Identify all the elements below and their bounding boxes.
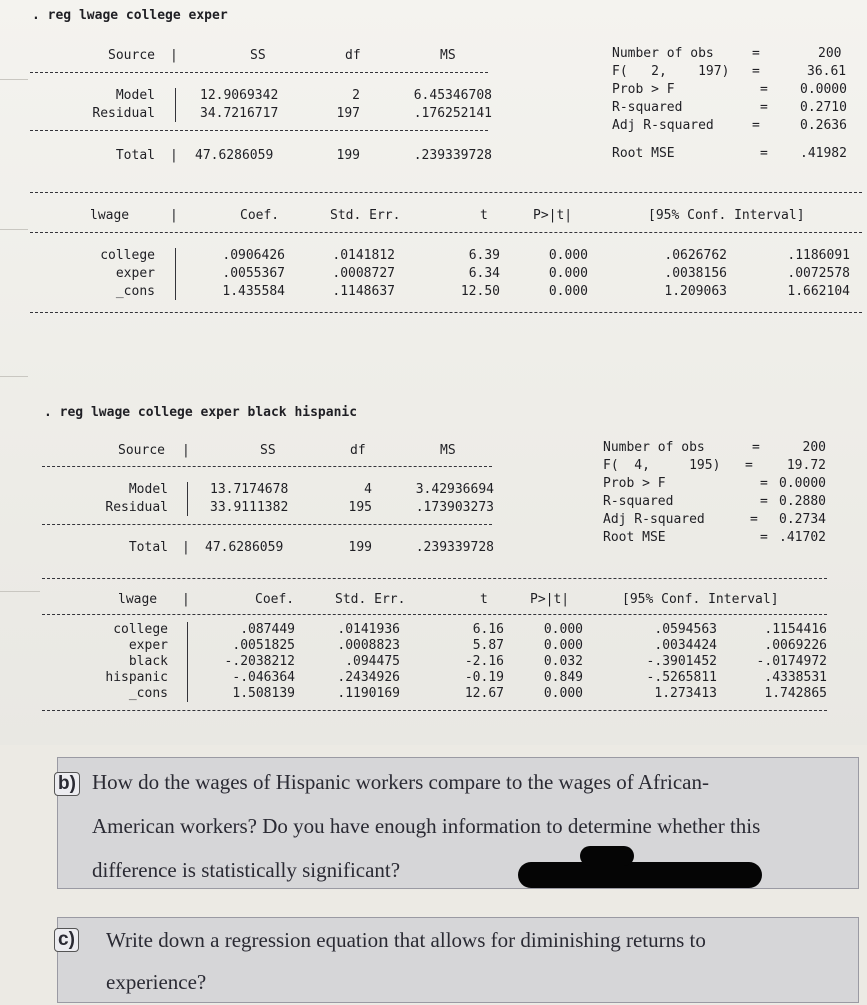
- question-b-line: American workers? Do you have enough information to determine whether this: [92, 814, 761, 838]
- reg1-command: . reg lwage college exper: [32, 8, 228, 23]
- reg1-stat-value: 200: [818, 46, 842, 61]
- reg2-coef-rule: [42, 710, 827, 711]
- reg2-t-value: 6.16: [472, 622, 504, 637]
- reg1-t-header: t: [480, 208, 488, 223]
- reg1-coef-value: .0055367: [222, 266, 285, 281]
- reg1-p-value: 0.000: [548, 248, 588, 263]
- reg1-ci-low: 1.209063: [664, 284, 727, 299]
- page-margin-line: [0, 591, 40, 592]
- reg1-coef-rule: [30, 232, 862, 233]
- page-margin-line: [0, 376, 28, 377]
- reg2-coef-value: -.046364: [232, 670, 295, 685]
- reg1-ss-header: SS: [250, 48, 266, 63]
- reg2-stat-value: 0.2880: [779, 494, 826, 509]
- reg1-coef-rule: [30, 312, 862, 313]
- reg2-ms-header: MS: [440, 443, 456, 458]
- reg2-p-value: 0.849: [543, 670, 583, 685]
- reg1-p-value: 0.000: [548, 266, 588, 281]
- question-b-line: difference is statistically significant?: [92, 858, 401, 882]
- reg1-coef-value: .0906426: [222, 248, 285, 263]
- reg2-total-df: 199: [348, 540, 372, 555]
- reg2-stat-sep: =: [752, 440, 760, 455]
- reg1-stat-value: 0.0000: [800, 82, 847, 97]
- reg1-anova-rule: [30, 130, 488, 131]
- reg2-separator: |: [182, 443, 190, 458]
- redaction-scribble: [518, 862, 762, 888]
- reg1-row-source: Model: [115, 88, 155, 103]
- reg2-ci-low: -.3901452: [646, 654, 717, 669]
- reg2-coef-var: hispanic: [105, 670, 168, 685]
- reg2-separator: [187, 622, 188, 702]
- reg2-stat-label: Number of obs: [603, 440, 705, 455]
- reg1-t-value: 6.34: [468, 266, 500, 281]
- reg2-ci-high: -.0174972: [756, 654, 827, 669]
- reg2-stat-value: 200: [802, 440, 826, 455]
- reg2-row-df: 4: [364, 482, 372, 497]
- reg2-p-value: 0.000: [543, 686, 583, 701]
- reg2-row-ss: 33.9111382: [210, 500, 289, 515]
- reg2-total-ms: .239339728: [415, 540, 494, 555]
- redaction-scribble: [580, 846, 634, 866]
- reg1-coef-var: _cons: [115, 284, 155, 299]
- reg2-coef-var: _cons: [128, 686, 168, 701]
- reg2-row-source: Residual: [105, 500, 168, 515]
- reg1-t-value: 6.39: [468, 248, 500, 263]
- reg2-p-value: 0.032: [543, 654, 583, 669]
- reg2-ss-header: SS: [260, 443, 276, 458]
- reg2-stat-value: 19.72: [786, 458, 826, 473]
- reg1-coef-rule: [30, 192, 862, 193]
- reg2-t-value: 5.87: [472, 638, 504, 653]
- reg1-coef-value: 1.435584: [222, 284, 285, 299]
- reg1-stat-label: F( 2, 197): [612, 64, 730, 79]
- reg1-row-df: 2: [352, 88, 360, 103]
- reg2-stat-label: Prob > F: [603, 476, 666, 491]
- reg2-p-header: P>|t|: [530, 592, 570, 607]
- reg1-ci-low: .0038156: [664, 266, 727, 281]
- reg2-stat-sep: =: [760, 494, 768, 509]
- reg2-se-value: .094475: [345, 654, 400, 669]
- reg2-ci-low: .0034424: [654, 638, 717, 653]
- reg1-t-value: 12.50: [460, 284, 500, 299]
- page-margin-line: [0, 229, 28, 230]
- reg1-separator: |: [170, 208, 178, 223]
- reg2-coef-var: college: [113, 622, 168, 637]
- reg1-anova-rule: [30, 72, 488, 73]
- question-c-line: Write down a regression equation that allows for diminishing returns to: [106, 928, 706, 952]
- reg2-stat-value: 0.2734: [779, 512, 826, 527]
- reg2-anova-rule: [42, 524, 492, 525]
- reg2-stat-sep: =: [745, 458, 753, 473]
- reg1-row-ss: 12.9069342: [200, 88, 279, 103]
- reg2-row-ms: 3.42936694: [415, 482, 494, 497]
- reg2-ci-low: -.5265811: [646, 670, 717, 685]
- reg2-se-header: Std. Err.: [335, 592, 406, 607]
- reg1-ci-high: .0072578: [787, 266, 850, 281]
- reg1-stat-label: Root MSE: [612, 146, 675, 161]
- reg2-command: . reg lwage college exper black hispanic: [44, 405, 358, 420]
- reg1-se-value: .0008727: [332, 266, 395, 281]
- reg2-se-value: .1190169: [337, 686, 400, 701]
- reg1-stat-sep: =: [752, 64, 760, 79]
- reg2-coef-value: .0051825: [232, 638, 295, 653]
- reg2-source-header: Source: [118, 443, 165, 458]
- reg2-row-ms: .173903273: [415, 500, 494, 515]
- reg1-se-header: Std. Err.: [330, 208, 401, 223]
- reg1-ms-header: MS: [440, 48, 456, 63]
- reg1-ci-low: .0626762: [664, 248, 727, 263]
- reg1-separator: [175, 88, 176, 122]
- reg1-stat-label: Adj R-squared: [612, 118, 714, 133]
- reg2-ci-low: 1.273413: [654, 686, 717, 701]
- reg2-ci-high: .1154416: [764, 622, 827, 637]
- reg1-ci-high: 1.662104: [787, 284, 850, 299]
- reg1-se-value: .0141812: [332, 248, 395, 263]
- reg1-stat-label: R-squared: [612, 100, 683, 115]
- reg2-separator: [187, 482, 188, 516]
- reg1-stat-sep: =: [760, 100, 768, 115]
- reg1-row-source: Residual: [92, 106, 155, 121]
- reg1-p-header: P>|t|: [533, 208, 573, 223]
- reg2-t-header: t: [480, 592, 488, 607]
- reg2-ci-high: .4338531: [764, 670, 827, 685]
- reg1-stat-value: .41982: [800, 146, 847, 161]
- reg1-total-ms: .239339728: [413, 148, 492, 163]
- reg2-separator: |: [182, 592, 190, 607]
- reg2-stat-value: 0.0000: [779, 476, 826, 491]
- reg2-se-value: .2434926: [337, 670, 400, 685]
- reg1-total-ss: 47.6286059: [195, 148, 274, 163]
- reg2-coef-var: exper: [128, 638, 168, 653]
- reg1-coef-var: exper: [115, 266, 155, 281]
- reg2-row-ss: 13.7174678: [210, 482, 289, 497]
- reg1-se-value: .1148637: [332, 284, 395, 299]
- reg1-stat-value: 36.61: [807, 64, 847, 79]
- reg2-coef-value: .087449: [240, 622, 295, 637]
- reg1-row-ms: .176252141: [413, 106, 492, 121]
- reg2-separator: |: [182, 540, 190, 555]
- reg1-separator: |: [170, 48, 178, 63]
- reg2-dep-var: lwage: [118, 592, 158, 607]
- reg2-row-source: Model: [128, 482, 168, 497]
- reg2-t-value: -0.19: [464, 670, 504, 685]
- reg1-total-df: 199: [336, 148, 360, 163]
- reg1-stat-label: Number of obs: [612, 46, 714, 61]
- reg1-ci-high: .1186091: [787, 248, 850, 263]
- reg2-ci-header: [95% Conf. Interval]: [622, 592, 779, 607]
- reg1-source-header: Source: [108, 48, 155, 63]
- reg2-stat-sep: =: [760, 476, 768, 491]
- reg1-stat-label: Prob > F: [612, 82, 675, 97]
- reg2-row-df: 195: [348, 500, 372, 515]
- reg2-stat-label: Adj R-squared: [603, 512, 705, 527]
- reg2-p-value: 0.000: [543, 638, 583, 653]
- question-c-panel: [57, 917, 859, 1003]
- question-c-letter: c): [54, 928, 79, 952]
- reg1-stat-sep: =: [760, 146, 768, 161]
- reg2-stat-sep: =: [750, 512, 758, 527]
- reg2-coef-value: -.2038212: [224, 654, 295, 669]
- reg1-stat-sep: =: [752, 118, 760, 133]
- reg1-stat-sep: =: [760, 82, 768, 97]
- reg1-stat-value: 0.2710: [800, 100, 847, 115]
- reg2-stat-label: F( 4, 195): [603, 458, 721, 473]
- reg1-total-label: Total: [115, 148, 155, 163]
- reg1-df-header: df: [345, 48, 361, 63]
- reg2-stat-label: Root MSE: [603, 530, 666, 545]
- reg2-coef-value: 1.508139: [232, 686, 295, 701]
- reg2-t-value: -2.16: [464, 654, 504, 669]
- reg2-p-value: 0.000: [543, 622, 583, 637]
- reg1-separator: |: [170, 148, 178, 163]
- question-b-line: How do the wages of Hispanic workers compare to the wages of African-: [92, 770, 709, 794]
- reg1-separator: [175, 248, 176, 300]
- reg2-anova-rule: [42, 466, 492, 467]
- reg2-ci-low: .0594563: [654, 622, 717, 637]
- reg2-coef-rule: [42, 614, 827, 615]
- reg1-ci-header: [95% Conf. Interval]: [648, 208, 805, 223]
- reg2-ci-high: .0069226: [764, 638, 827, 653]
- reg2-stat-label: R-squared: [603, 494, 674, 509]
- reg1-row-ms: 6.45346708: [413, 88, 492, 103]
- question-c-line: experience?: [106, 970, 207, 994]
- reg1-row-df: 197: [336, 106, 360, 121]
- reg2-stat-value: .41702: [779, 530, 826, 545]
- reg2-ci-high: 1.742865: [764, 686, 827, 701]
- reg2-coef-var: black: [128, 654, 168, 669]
- reg2-coef-header: Coef.: [255, 592, 295, 607]
- reg2-coef-rule: [42, 578, 827, 579]
- reg1-row-ss: 34.7216717: [200, 106, 279, 121]
- reg1-stat-value: 0.2636: [800, 118, 847, 133]
- reg1-coef-var: college: [100, 248, 155, 263]
- reg1-dep-var: lwage: [90, 208, 130, 223]
- reg2-se-value: .0008823: [337, 638, 400, 653]
- reg1-stat-sep: =: [752, 46, 760, 61]
- reg2-stat-sep: =: [760, 530, 768, 545]
- reg2-total-label: Total: [128, 540, 168, 555]
- page-margin-line: [0, 79, 28, 80]
- reg1-p-value: 0.000: [548, 284, 588, 299]
- question-b-letter: b): [54, 772, 80, 796]
- reg2-se-value: .0141936: [337, 622, 400, 637]
- reg2-total-ss: 47.6286059: [205, 540, 284, 555]
- reg1-coef-header: Coef.: [240, 208, 280, 223]
- reg2-df-header: df: [350, 443, 366, 458]
- reg2-t-value: 12.67: [464, 686, 504, 701]
